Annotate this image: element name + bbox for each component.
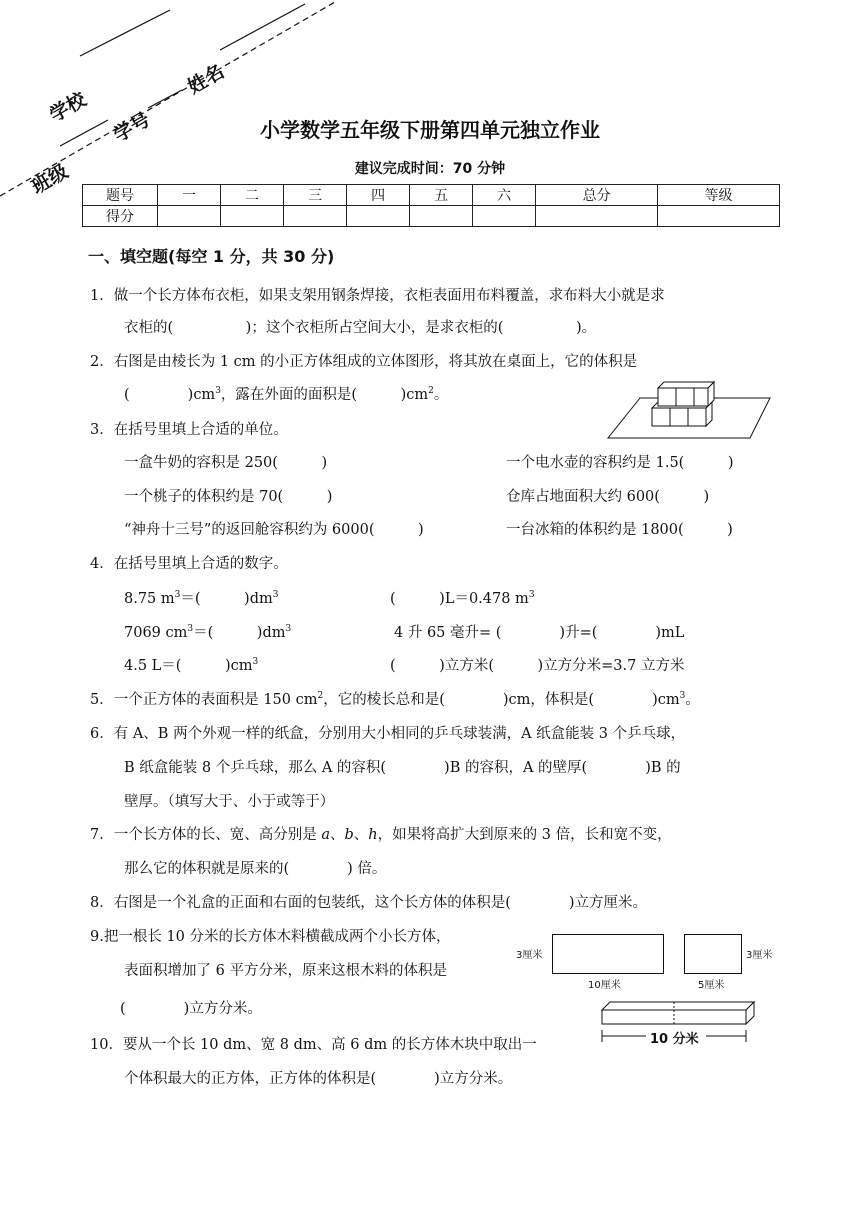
front-face-rect xyxy=(552,934,664,974)
score-header-cell: 三 xyxy=(284,185,347,206)
score-table-header-row xyxy=(83,185,780,206)
score-cell[interactable] xyxy=(284,206,347,227)
front-width-label: 10厘米 xyxy=(588,980,621,991)
score-cell[interactable] xyxy=(658,206,780,227)
gift-box-figure xyxy=(512,930,792,994)
question-7-line-1: 7．一个长方体的长、宽、高分别是 a、b、h，如果将高扩大到原来的 3 倍，长和宽不变， xyxy=(90,827,672,843)
score-cell[interactable] xyxy=(347,206,410,227)
question-3-item: 一个桃子的体积约是 70( ) xyxy=(124,489,333,505)
question-4-item: ( )L＝0.478 $m^3$ xyxy=(390,590,535,607)
score-header-cell: 六 xyxy=(473,185,536,206)
number-label: 学号 xyxy=(110,108,154,147)
question-6-line-2: B 纸盒能装 8 个乒乓球，那么 A 的容积( )B 的容积，A 的壁厚( )B 的 xyxy=(124,760,681,776)
side-width-label: 5厘米 xyxy=(698,980,725,991)
question-9-line-1: 9.把一根长 10 分米的长方体木料横截成两个小长方体， xyxy=(90,929,451,945)
school-label: 学校 xyxy=(46,88,90,127)
score-header-cell: 等级 xyxy=(658,185,780,206)
score-row-label: 得分 xyxy=(83,206,158,227)
question-10-line-2: 个体积最大的正方体，正方体的体积是( )立方分米。 xyxy=(124,1071,513,1087)
score-cell[interactable] xyxy=(536,206,658,227)
score-header-cell: 一 xyxy=(158,185,221,206)
side-height-label: 3厘米 xyxy=(746,950,773,961)
class-label: 班级 xyxy=(28,160,72,199)
question-7-line-2: 那么它的体积就是原来的( ) 倍。 xyxy=(124,861,387,877)
page-title: 小学数学五年级下册第四单元独立作业 xyxy=(260,118,600,142)
question-10-line-1: 10．要从一个长 10 dm、宽 8 dm、高 6 dm 的长方体木块中取出一 xyxy=(90,1037,537,1053)
section-heading: 一、填空题(每空 1 分，共 30 分) xyxy=(88,247,335,266)
question-3-item: 一盒牛奶的容积是 250( ) xyxy=(124,455,328,471)
question-8-line: 8．右图是一个礼盒的正面和右面的包装纸，这个长方体的体积是( )立方厘米。 xyxy=(90,895,648,911)
question-6-line-1: 6．有 A、B 两个外观一样的纸盒，分别用大小相同的乒乓球装满，A 纸盒能装 3 个乒乓球， xyxy=(90,726,686,742)
front-height-label: 3厘米 xyxy=(516,950,543,961)
cube-stack-figure xyxy=(600,376,780,444)
wood-length-label: 10 分米 xyxy=(650,1032,699,1047)
score-table xyxy=(82,184,780,227)
question-2-line-1: 2．右图是由棱长为 1 cm 的小正方体组成的立体图形，将其放在桌面上，它的体积是 xyxy=(90,354,638,370)
question-3-item: 仓库占地面积大约 600( ) xyxy=(506,489,710,505)
score-cell[interactable] xyxy=(221,206,284,227)
question-4-item: 4 升 65 毫升= ( )升=( )mL xyxy=(394,625,685,641)
question-4-line: 4．在括号里填上合适的数字。 xyxy=(90,556,288,572)
score-header-cell: 四 xyxy=(347,185,410,206)
question-4-item: 4.5 L＝( )$cm^3$ xyxy=(124,657,259,674)
question-2-line-2: ( )$cm^3$，露在外面的面积是( )$cm^2$。 xyxy=(124,386,449,403)
question-9-line-2: 表面积增加了 6 平方分米，原来这根木料的体积是 xyxy=(124,963,447,979)
score-header-cell: 总分 xyxy=(536,185,658,206)
page-subtitle: 建议完成时间：70 分钟 xyxy=(354,161,506,177)
score-table-score-row xyxy=(83,206,780,227)
question-1-line-1: 1．做一个长方体布衣柜，如果支架用钢条焊接，衣柜表面用布料覆盖，求布料大小就是求 xyxy=(90,288,665,304)
question-4-item: 7069 $cm^3=$( )$dm^3$ xyxy=(124,624,292,641)
question-4-item: 8.75 $m^3=$( )$dm^3$ xyxy=(124,590,279,607)
question-3-line: 3．在括号里填上合适的单位。 xyxy=(90,422,288,438)
question-9-line-3: ( )立方分米。 xyxy=(120,1001,262,1017)
score-cell[interactable] xyxy=(410,206,473,227)
question-1-line-2: 衣柜的( )；这个衣柜所占空间大小，是求衣柜的( )。 xyxy=(124,320,597,336)
score-header-cell: 五 xyxy=(410,185,473,206)
question-5-line: 5．一个正方体的表面积是 150 $cm^2$，它的棱长总和是( )cm，体积是( )$cm^3$。 xyxy=(90,691,700,708)
score-cell[interactable] xyxy=(158,206,221,227)
name-label: 姓名 xyxy=(184,60,228,99)
score-header-cell: 题号 xyxy=(83,185,158,206)
question-3-item: “神舟十三号”的返回舱容积约为 6000( ) xyxy=(124,522,424,538)
question-3-item: 一个电水壶的容积约是 1.5( ) xyxy=(506,455,734,471)
question-6-line-3: 壁厚。（填写大于、小于或等于） xyxy=(124,794,335,810)
side-face-rect xyxy=(684,934,742,974)
score-cell[interactable] xyxy=(473,206,536,227)
binding-corner xyxy=(0,0,340,210)
question-3-item: 一台冰箱的体积约是 1800( ) xyxy=(506,522,733,538)
score-header-cell: 二 xyxy=(221,185,284,206)
question-4-item: ( )立方米( )立方分米=3.7 立方米 xyxy=(390,658,685,674)
